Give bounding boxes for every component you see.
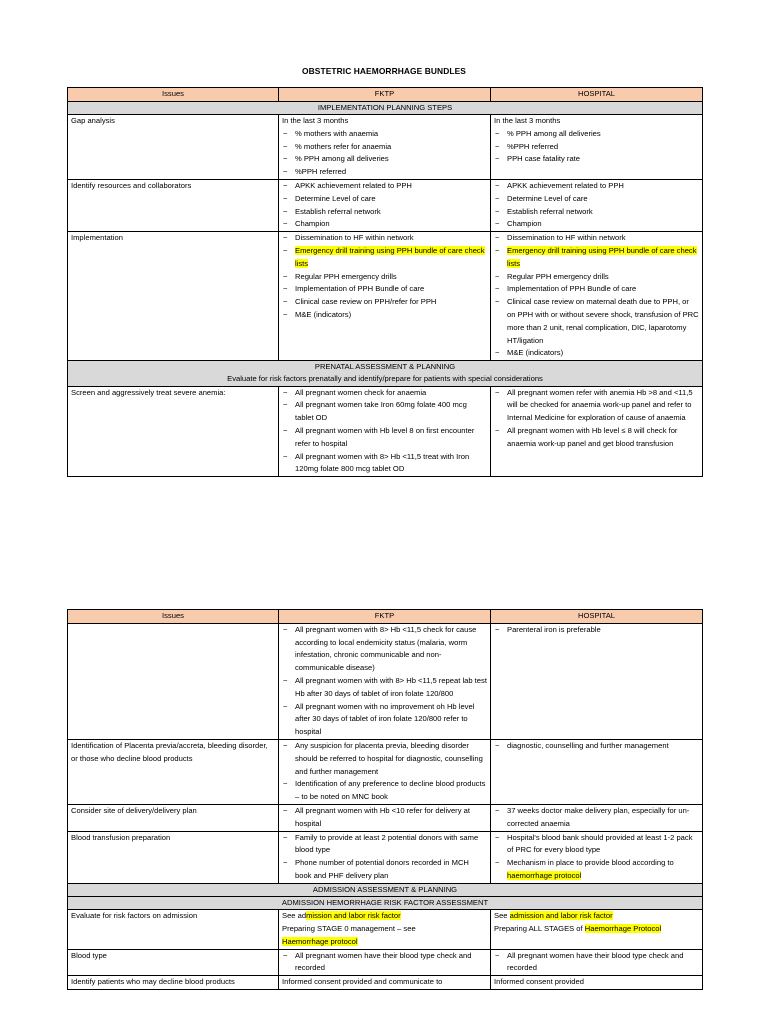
list-item: − Implementation of PPH Bundle of care [494, 283, 699, 296]
risk-line-3 [282, 936, 487, 949]
bullet-list [282, 805, 487, 831]
list-item: − Family to provide at least 2 potential donors with same blood type [282, 832, 487, 858]
bundle-table-page-2 [67, 609, 703, 990]
hospital-cell [491, 623, 703, 739]
list-item: − Champion [282, 218, 487, 231]
fktp-cell: Informed consent provided and communicate to [279, 976, 491, 990]
bullet-list [282, 232, 487, 322]
bullet-list [494, 232, 699, 360]
section-prenatal [68, 361, 703, 386]
bullet-list [282, 950, 487, 976]
bullet-list [494, 805, 699, 831]
list-item: − Implementation of PPH Bundle of care [282, 283, 487, 296]
list-item: − %PPH referred [494, 141, 699, 154]
section-admission [68, 883, 703, 896]
section-admission-sub: ADMISSION HEMORRHAGE RISK FACTOR ASSESSMENT [68, 896, 703, 909]
hospital-cell [491, 179, 703, 231]
table-row [68, 804, 703, 831]
section-row [68, 361, 703, 386]
issue-placenta: Identification of Placenta previa/accreta, bleeding disorder, or those who decline blood products [68, 739, 279, 804]
list-item: − All pregnant women with Hb level ≤ 8 will check for anaemia work-up panel and get blood transfusion [494, 425, 699, 451]
bullet-list [282, 832, 487, 883]
section-row [68, 883, 703, 896]
list-item [494, 857, 699, 883]
section-admission-title: ADMISSION ASSESSMENT & PLANNING [312, 884, 458, 894]
highlighted-text: mission and labor risk factor [306, 911, 401, 921]
list-item: − All pregnant women with with 8> Hb <11,5 repeat lab test Hb after 30 days of tablet of iron folate 120/800 [282, 675, 487, 701]
hospital-cell: Informed consent provided [491, 976, 703, 990]
list-item: − diagnostic, counselling and further management [494, 740, 699, 753]
list-item: − APKK achievement related to PPH [282, 180, 487, 193]
issue-anemia: Screen and aggressively treat severe anemia: [68, 386, 279, 477]
list-item: − All pregnant women refer with anemia Hb >8 and <11,5 will be checked for anaemia work-up panel and refer to Internal Medicine for exploration of cause of anaemia [494, 387, 699, 425]
section-prenatal-subtitle: Evaluate for risk factors prenatally and identify/prepare for patients with special considerations [227, 374, 543, 384]
item-text: Mechanism in place to provide blood according to [507, 858, 674, 868]
list-item: − All pregnant women take Iron 60mg folate 400 mcg tablet OD [282, 399, 487, 425]
highlighted-text: haemorrhage protocol [507, 870, 582, 880]
table-row [68, 949, 703, 976]
list-item: − Determine Level of care [494, 193, 699, 206]
highlighted-text: Haemorrhage protocol [282, 936, 358, 946]
item-text: See ad [282, 911, 307, 921]
bullet-list [282, 387, 487, 477]
bullet-list [494, 180, 699, 231]
hospital-cell [491, 831, 703, 883]
highlighted-text: Haemorrhage Protocol [584, 923, 662, 933]
hospital-cell [491, 115, 703, 180]
list-item: − All pregnant women with Hb <10 refer for delivery at hospital [282, 805, 487, 831]
highlighted-text: admission and labor risk factor [509, 911, 613, 921]
header-issues: Issues [68, 88, 279, 102]
risk-line-2 [494, 923, 699, 936]
list-item [494, 245, 699, 271]
list-item: − M&E (indicators) [494, 347, 699, 360]
list-item: − Clinical case review on PPH/refer for PPH [282, 296, 487, 309]
list-item: − PPH case fatality rate [494, 153, 699, 166]
header-fktp: FKTP [279, 88, 491, 102]
bullet-list [494, 950, 699, 976]
list-item: − Regular PPH emergency drills [282, 271, 487, 284]
hospital-cell [491, 232, 703, 361]
table-row [68, 976, 703, 990]
issue-risk-factors: Evaluate for risk factors on admission [68, 910, 279, 949]
list-item: − Any suspicion for placenta previa, bleeding disorder should be referred to hospital for diagnostic, counselling and further management [282, 740, 487, 778]
section-implementation-title: IMPLEMENTATION PLANNING STEPS [68, 101, 703, 114]
list-item: − Regular PPH emergency drills [494, 271, 699, 284]
list-item: − Parenteral iron is preferable [494, 624, 699, 637]
issue-delivery-site: Consider site of delivery/delivery plan [68, 804, 279, 831]
table-row [68, 831, 703, 883]
bullet-list [494, 740, 699, 753]
fktp-cell [279, 831, 491, 883]
list-item: − All pregnant women with 8> Hb <11,5 check for cause according to local endemicity status (malaria, worm infestation, chronic communicable and non-communicable disease) [282, 624, 487, 675]
list-item: − Champion [494, 218, 699, 231]
highlighted-text: Emergency drill training using PPH bundle of care check lists [507, 245, 697, 268]
fktp-cell [279, 232, 491, 361]
list-item: − All pregnant women have their blood type check and recorded [494, 950, 699, 976]
list-item: − % mothers with anaemia [282, 128, 487, 141]
list-item: − Identification of any preference to decline blood products – to be noted on MNC book [282, 778, 487, 804]
header-issues: Issues [68, 610, 279, 624]
risk-line-2: Preparing STAGE 0 management – see [282, 923, 416, 933]
issue-implementation: Implementation [68, 232, 279, 361]
hospital-cell [491, 910, 703, 949]
document-title: OBSTETRIC HAEMORRHAGE BUNDLES [302, 66, 466, 76]
hospital-cell [491, 386, 703, 477]
fktp-cell [279, 179, 491, 231]
bullet-list [494, 832, 699, 883]
issue-empty [68, 623, 279, 739]
list-item: − All pregnant women with 8> Hb <11,5 treat with Iron 120mg folate 800 mcg tablet OD [282, 451, 487, 477]
hospital-cell [491, 739, 703, 804]
fktp-cell [279, 949, 491, 976]
fktp-cell [279, 623, 491, 739]
list-item: − %PPH referred [282, 166, 487, 179]
risk-line-1 [494, 910, 699, 923]
fktp-cell [279, 910, 491, 949]
list-item: − APKK achievement related to PPH [494, 180, 699, 193]
list-item: − M&E (indicators) [282, 309, 487, 322]
table-row [68, 179, 703, 231]
list-item: − Determine Level of care [282, 193, 487, 206]
header-hospital: HOSPITAL [491, 610, 703, 624]
header-hospital: HOSPITAL [491, 88, 703, 102]
fktp-cell [279, 115, 491, 180]
bullet-list [494, 387, 699, 451]
hospital-cell [491, 804, 703, 831]
list-item: − % PPH among all deliveries [494, 128, 699, 141]
fktp-cell [279, 804, 491, 831]
section-row [68, 896, 703, 909]
bullet-list [282, 740, 487, 804]
bullet-list [282, 180, 487, 231]
list-item: − % mothers refer for anaemia [282, 141, 487, 154]
table-header-row [68, 610, 703, 624]
fktp-cell [279, 739, 491, 804]
bundle-table-page-1 [67, 87, 703, 477]
item-text: Preparing ALL STAGES of [494, 923, 585, 933]
bullet-list [282, 624, 487, 739]
intro-text: In the last 3 months [494, 116, 561, 125]
table-header-row [68, 88, 703, 102]
table-row [68, 115, 703, 180]
table-row [68, 386, 703, 477]
risk-line-1 [282, 910, 487, 923]
list-item: − Clinical case review on maternal death due to PPH, or on PPH with or without severe shock, transfusion of PRC more than 2 unit, renal complication, DIC, laparotomy HT/ligation [494, 296, 699, 347]
list-item: − Dissemination to HF within network [282, 232, 487, 245]
bullet-list [494, 128, 699, 166]
section-row [68, 101, 703, 114]
intro-text: In the last 3 months [282, 116, 349, 125]
table-row [68, 623, 703, 739]
table-row [68, 910, 703, 949]
list-item: − All pregnant women with no improvement oh Hb level after 30 days of tablet of iron folate 120/800 refer to hospital [282, 701, 487, 739]
issue-resources: Identify resources and collaborators [68, 179, 279, 231]
fktp-cell [279, 386, 491, 477]
list-item: − % PPH among all deliveries [282, 153, 487, 166]
hospital-cell [491, 949, 703, 976]
list-item: − Hospital's blood bank should provided at least 1-2 pack of PRC for every blood type [494, 832, 699, 858]
header-fktp: FKTP [279, 610, 491, 624]
issue-transfusion: Blood transfusion preparation [68, 831, 279, 883]
list-item: − Dissemination to HF within network [494, 232, 699, 245]
list-item: − Establish referral network [282, 206, 487, 219]
list-item: − All pregnant women with Hb level 8 on first encounter refer to hospital [282, 425, 487, 451]
issue-gap-analysis: Gap analysis [68, 115, 279, 180]
table-row [68, 232, 703, 361]
section-prenatal-title: PRENATAL ASSESSMENT & PLANNING [314, 362, 456, 372]
issue-decline-blood: Identify patients who may decline blood products [68, 976, 279, 990]
list-item [282, 245, 487, 271]
list-item: − All pregnant women check for anaemia [282, 387, 487, 400]
item-text: See [494, 911, 510, 921]
table-row [68, 739, 703, 804]
list-item: − Phone number of potential donors recorded in MCH book and PHF delivery plan [282, 857, 487, 883]
bullet-list [494, 624, 699, 637]
bullet-list [282, 128, 487, 179]
list-item: − 37 weeks doctor make delivery plan, especially for un-corrected anaemia [494, 805, 699, 831]
highlighted-text: Emergency drill training using PPH bundle of care check lists [295, 245, 485, 268]
issue-blood-type: Blood type [68, 949, 279, 976]
list-item: − Establish referral network [494, 206, 699, 219]
list-item: − All pregnant women have their blood type check and recorded [282, 950, 487, 976]
